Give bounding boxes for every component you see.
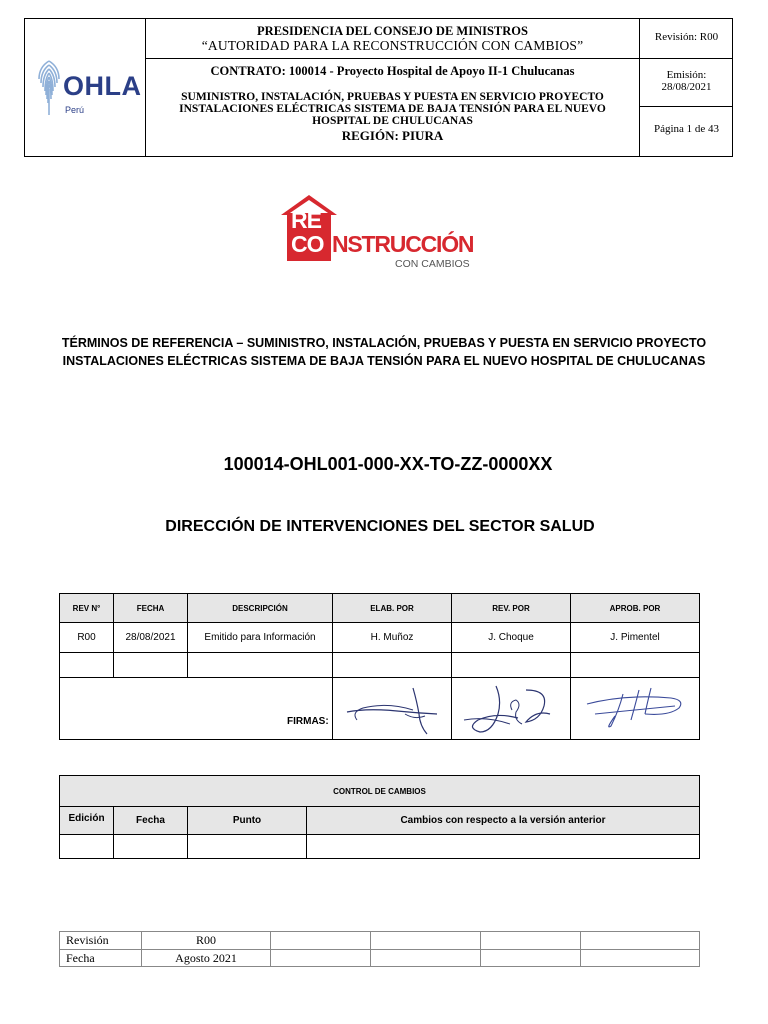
signature-munoz-icon (337, 680, 447, 738)
rev-empty-cell (59, 652, 114, 678)
firmas-label: FIRMAS: (287, 716, 329, 727)
logo-nstruccion: NSTRUCCIÓN (332, 231, 474, 257)
presidencia-text: PRESIDENCIA DEL CONSEJO DE MINISTROS (257, 24, 528, 38)
document-code: 100014-OHL001-000-XX-TO-ZZ-0000XX (223, 454, 553, 474)
cc-empty-cell (306, 834, 700, 859)
header-center (146, 19, 639, 156)
revision-text: Revisión: R00 (640, 19, 733, 59)
footer-empty-cell (370, 931, 481, 950)
footer-empty-cell (580, 931, 700, 950)
suministro-text: SUMINISTRO, INSTALACIÓN, PRUEBAS Y PUESTA EN SERVICIO PROYECTO INSTALACIONES ELÉCTRICAS SISTEMA DE BAJA TENSIÓN PARA EL NUEVO HOSPITAL DE CHULUCANAS (179, 91, 606, 127)
rev-cell-elab: H. Muñoz (332, 622, 452, 653)
cc-header-cambios: Cambios con respecto a la versión anterior (306, 806, 700, 835)
header-row-authority (146, 19, 639, 59)
emision-cell (640, 59, 733, 107)
cc-header-fecha: Fecha (113, 806, 188, 835)
rev-cell-rev: R00 (59, 622, 114, 653)
logo-co: CO (291, 231, 324, 257)
ohla-wordmark: OHLA (63, 71, 142, 101)
footer-revision-value: R00 (141, 931, 271, 950)
ohla-logo (35, 59, 140, 121)
rev-empty-cell (113, 652, 188, 678)
rev-empty-cell (187, 652, 333, 678)
rev-cell-descripcion: Emitido para Información (187, 622, 333, 653)
header-meta (639, 19, 732, 156)
emision-label: Emisión: (666, 69, 707, 81)
pagina-text: Página 1 de 43 (653, 123, 720, 135)
cc-empty-cell (59, 834, 114, 859)
footer-empty-cell (370, 949, 481, 967)
footer-empty-cell (270, 949, 371, 967)
cc-empty-cell (113, 834, 188, 859)
signature-elab-cell (332, 677, 452, 740)
rev-cell-fecha: 28/08/2021 (113, 622, 188, 653)
footer-empty-cell (580, 949, 700, 967)
footer-fecha-value: Agosto 2021 (141, 949, 271, 967)
cc-header-edicion: Edición (59, 806, 114, 835)
contrato-text: CONTRATO: 100014 - Proyecto Hospital de Apoyo II-1 Chulucanas (210, 64, 575, 78)
rev-header-rev: REV N° (59, 593, 114, 623)
rev-header-descripcion: DESCRIPCIÓN (187, 593, 333, 623)
rev-header-fecha: FECHA (113, 593, 188, 623)
logo-cell (25, 19, 146, 156)
document-header (24, 18, 733, 157)
emision-date: 28/08/2021 (661, 81, 712, 93)
signature-aprob-cell (570, 677, 700, 740)
logo-con-cambios: CON CAMBIOS (395, 258, 470, 270)
cc-empty-cell (187, 834, 307, 859)
rev-header-elab: ELAB. POR (332, 593, 452, 623)
rev-empty-cell (451, 652, 571, 678)
rev-empty-cell (570, 652, 700, 678)
footer-empty-cell (270, 931, 371, 950)
footer-empty-cell (480, 931, 581, 950)
footer-fecha-label: Fecha (59, 949, 142, 967)
signature-choque-icon (456, 680, 566, 738)
rev-cell-aprob: J. Pimentel (570, 622, 700, 653)
header-row-contract (146, 59, 639, 156)
signature-pimentel-icon (575, 680, 695, 738)
rev-header-aprob: APROB. POR (570, 593, 700, 623)
footer-empty-cell (480, 949, 581, 967)
direccion-title: DIRECCIÓN DE INTERVENCIONES DEL SECTOR SALUD (165, 518, 595, 535)
firmas-label-cell (59, 677, 333, 740)
reconstruccion-logo (279, 193, 479, 273)
rev-empty-cell (332, 652, 452, 678)
cc-header-punto: Punto (187, 806, 307, 835)
rev-cell-rev-por: J. Choque (451, 622, 571, 653)
logo-re: RE (291, 207, 321, 233)
ohla-subtitle: Perú (65, 105, 85, 115)
rev-header-rev-por: REV. POR (451, 593, 571, 623)
control-cambios-title: CONTROL DE CAMBIOS (59, 775, 700, 807)
ohla-mark-icon (35, 59, 63, 119)
document-terms-title: TÉRMINOS DE REFERENCIA – SUMINISTRO, INSTALACIÓN, PRUEBAS Y PUESTA EN SERVICIO PROYECTO INSTALACIONES ELÉCTRICAS SISTEMA DE BAJA TENSIÓN PARA EL NUEVO HOSPITAL DE CHULUCANAS (61, 336, 707, 368)
region-text: REGIÓN: PIURA (341, 128, 444, 143)
autoridad-text: “AUTORIDAD PARA LA RECONSTRUCCIÓN CON CAMBIOS” (201, 38, 584, 53)
signature-rev-cell (451, 677, 571, 740)
footer-revision-label: Revisión (59, 931, 142, 950)
